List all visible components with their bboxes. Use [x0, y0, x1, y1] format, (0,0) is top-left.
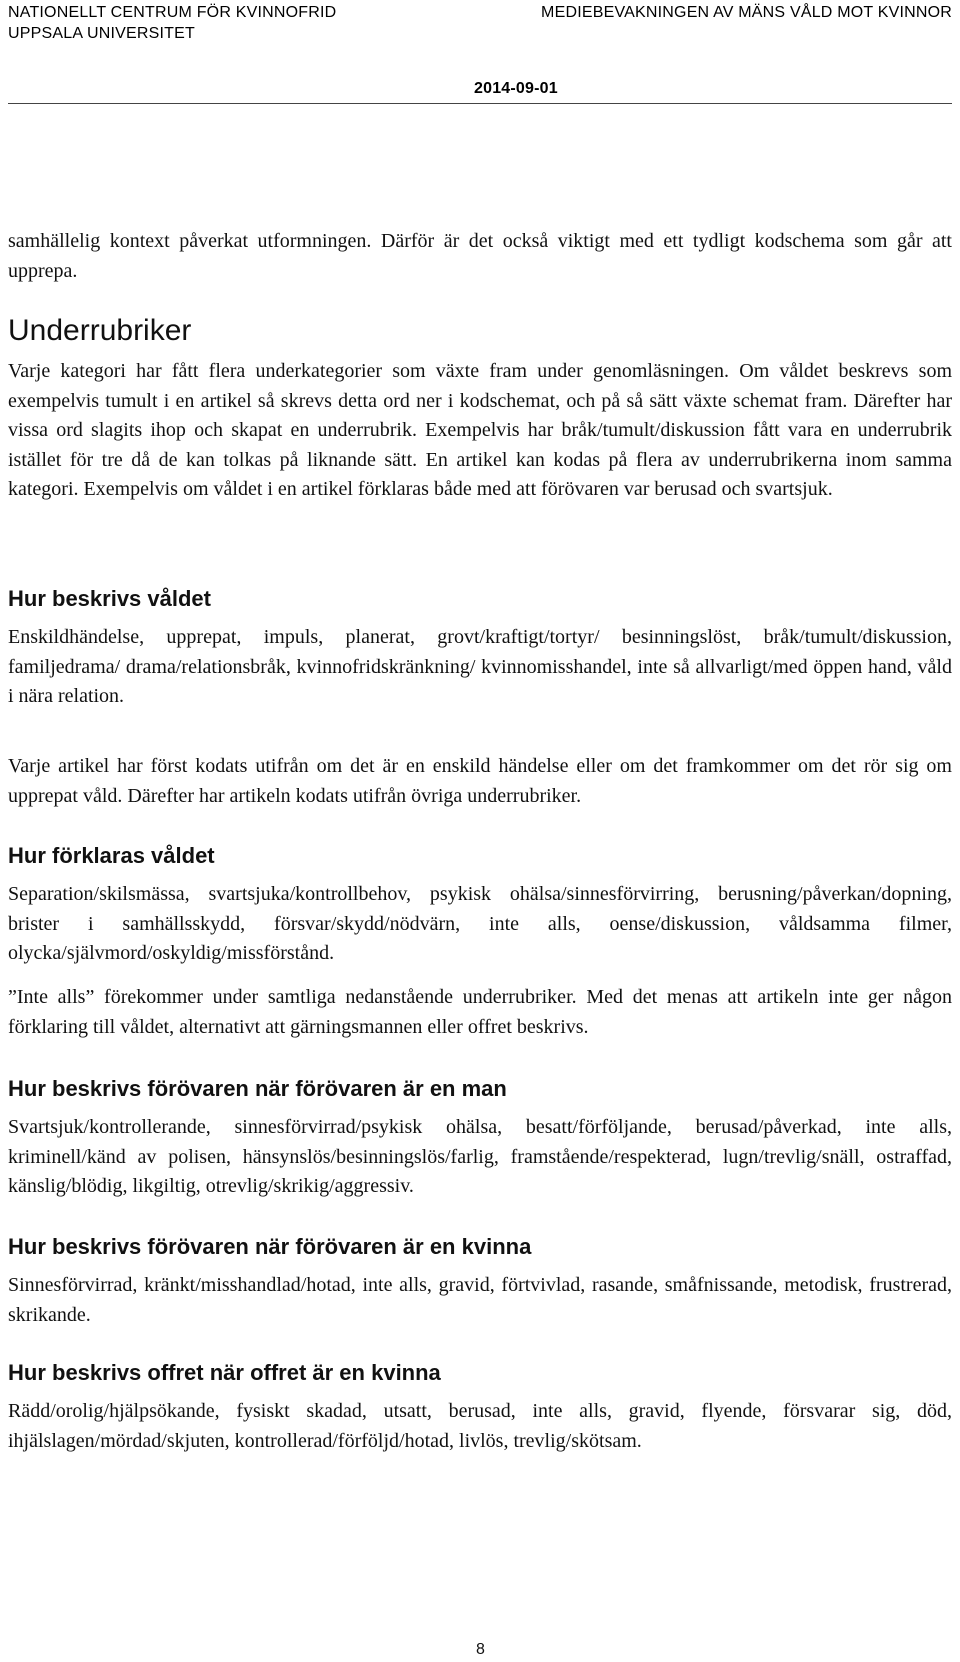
- heading-hur-beskrivs-valdet: Hur beskrivs våldet: [8, 586, 211, 611]
- page-number: 8: [476, 1641, 485, 1658]
- heading-underrubriker: Underrubriker: [8, 314, 192, 347]
- paragraph-underrubriker: Varje kategori har fått flera underkategorier som växte fram under genomläsningen. Om våldet beskrevs som exempelvis tumult i en artikel så skrevs detta ord ner i kodschemat, och på så sätt växte schemat fram. Därefter har vissa ord slagits ihop och skapat en underrubrik. Exempelvis har bråk/tumult/diskussion fått vara en underrubrik istället för tre då de kan tolkas på liknande sätt. En artikel kan kodas på flera av underrubrikerna inom samma kategori. Exempelvis om våldet i en artikel förklaras både med att förövaren var berusad och svartsjuk.: [8, 360, 952, 500]
- header-university: UPPSALA UNIVERSITET: [8, 25, 195, 42]
- page-header: [0, 0, 960, 110]
- heading-offret-kvinna: Hur beskrivs offret när offret är en kvinna: [8, 1360, 441, 1385]
- heading-hur-forklaras-valdet: Hur förklaras våldet: [8, 843, 215, 868]
- paragraph-beskrivs-1: Enskildhändelse, upprepat, impuls, planerat, grovt/kraftigt/tortyr/ besinningslöst, bråk/tumult/diskussion, familjedrama/ drama/relationsbråk, kvinnofridskränkning/ kvinnomisshandel, inte så allvarligt/med öppen hand, våld i nära relation.: [8, 626, 952, 707]
- paragraph-forklaras-1: Separation/skilsmässa, svartsjuka/kontrollbehov, psykisk ohälsa/sinnesförvirring, berusning/påverkan/dopning, brister i samhällsskydd, försvar/skydd/nödvärn, inte alls, oense/diskussion, våldsamma filmer, olycka/självmord/oskyldig/missförstånd.: [8, 883, 952, 964]
- heading-forovaren-kvinna: Hur beskrivs förövaren när förövaren är en kvinna: [8, 1234, 532, 1259]
- paragraph-forklaras-2: ”Inte alls” förekommer under samtliga nedanstående underrubriker. Med det menas att artikeln inte ger någon förklaring till våldet, alternativt att gärningsmannen eller offret beskrivs.: [8, 986, 952, 1038]
- intro-paragraph: samhällelig kontext påverkat utformningen. Därför är det också viktigt med ett tydligt kodschema som går att upprepa.: [8, 230, 952, 282]
- header-date: 2014-09-01: [474, 80, 558, 97]
- header-divider: [8, 103, 952, 104]
- heading-forovaren-man: Hur beskrivs förövaren när förövaren är en man: [8, 1076, 507, 1101]
- header-institution: NATIONELLT CENTRUM FÖR KVINNOFRID: [8, 4, 337, 21]
- header-report-title: MEDIEBEVAKNINGEN AV MÄNS VÅLD MOT KVINNOR: [541, 4, 952, 21]
- paragraph-beskrivs-2: Varje artikel har först kodats utifrån om det är en enskild händelse eller om det framkommer om det rör sig om upprepat våld. Därefter har artikeln kodats utifrån övriga underrubriker.: [8, 755, 952, 807]
- paragraph-forovaren-man: Svartsjuk/kontrollerande, sinnesförvirrad/psykisk ohälsa, besatt/förföljande, berusad/påverkad, inte alls, kriminell/känd av polisen, hänsynslös/besinningslös/farlig, framstående/respekterad, lugn/trevlig/snäll, ostraffad, känslig/blödig, likgiltig, otrevlig/skrikig/aggressiv.: [8, 1116, 952, 1197]
- paragraph-offret-kvinna: Rädd/orolig/hjälpsökande, fysiskt skadad, utsatt, berusad, inte alls, gravid, flyende, försvarar sig, död, ihjälslagen/mördad/skjuten, kontrollerad/förföljd/hotad, livlös, trevlig/skötsam.: [8, 1400, 952, 1452]
- paragraph-forovaren-kvinna: Sinnesförvirrad, kränkt/misshandlad/hotad, inte alls, gravid, förtvivlad, rasande, småfnissande, metodisk, frustrerad, skrikande.: [8, 1274, 952, 1326]
